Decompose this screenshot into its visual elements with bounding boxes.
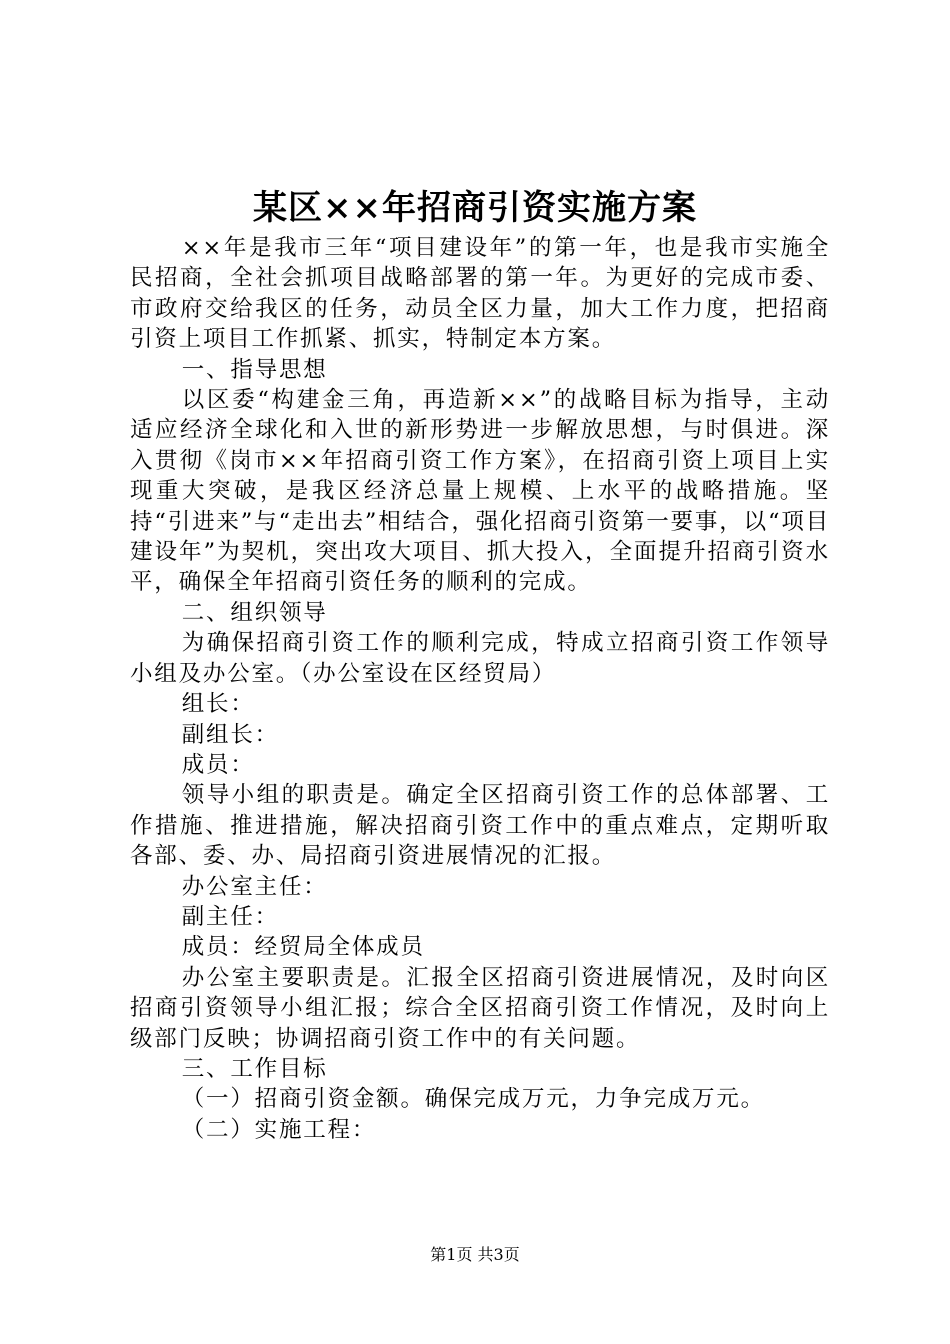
line-office-director: 办公室主任： xyxy=(181,873,328,900)
paragraph-organization: 为确保招商引资工作的顺利完成，特成立招商引资工作领导小组及办公室。（办公室设在区经贸局） xyxy=(130,630,830,687)
line-members: 成员： xyxy=(181,751,255,778)
line-deputy-group-leader: 副组长： xyxy=(181,721,279,748)
paragraph-guiding-ideology: 以区委“构建金三角，再造新××”的战略目标为指导，主动适应经济全球化和入世的新形势进一步解放思想，与时俱进。深入贯彻《岗市××年招商引资工作方案》，在招商引资上项目上实现重大突破，是我区经济总量上规模、上水平的战略措施。坚持“引进来”与“走出去”相结合，强化招商引资第一要事，以“项目建设年”为契机，突出攻大项目、抓大投入，全面提升招商引资水平，确保全年招商引资任务的顺利的完成。 xyxy=(130,387,830,596)
line-group-leader: 组长： xyxy=(181,691,255,718)
line-deputy-director: 副主任： xyxy=(181,903,279,930)
heading-organization: 二、组织领导 xyxy=(181,599,328,626)
paragraph-group-duties: 领导小组的职责是。确定全区招商引资工作的总体部署、工作措施、推进措施，解决招商引资工作中的重点难点，定期听取各部、委、办、局招商引资进展情况的汇报。 xyxy=(130,782,830,870)
paragraph-office-duties: 办公室主要职责是。汇报全区招商引资进展情况，及时向区招商引资领导小组汇报；综合全区招商引资工作情况，及时向上级部门反映；协调招商引资工作中的有关问题。 xyxy=(130,964,830,1052)
page-footer: 第1页 共3页 xyxy=(430,1245,520,1264)
line-investment-amount: （一）招商引资金额。确保完成万元，力争完成万元。 xyxy=(181,1086,765,1113)
line-office-members: 成员：经贸局全体成员 xyxy=(181,934,425,961)
line-implementation-project: （二）实施工程： xyxy=(181,1116,377,1143)
paragraph-intro: ××年是我市三年“项目建设年”的第一年，也是我市实施全民招商，全社会抓项目战略部署的第一年。为更好的完成市委、市政府交给我区的任务，动员全区力量，加大工作力度，把招商引资上项目工作抓紧、抓实，特制定本方案。 xyxy=(130,235,830,353)
document-title: 某区××年招商引资实施方案 xyxy=(253,188,697,228)
heading-guiding-ideology: 一、指导思想 xyxy=(181,356,328,383)
document-body xyxy=(130,233,830,1145)
heading-work-goals: 三、工作目标 xyxy=(181,1055,328,1082)
